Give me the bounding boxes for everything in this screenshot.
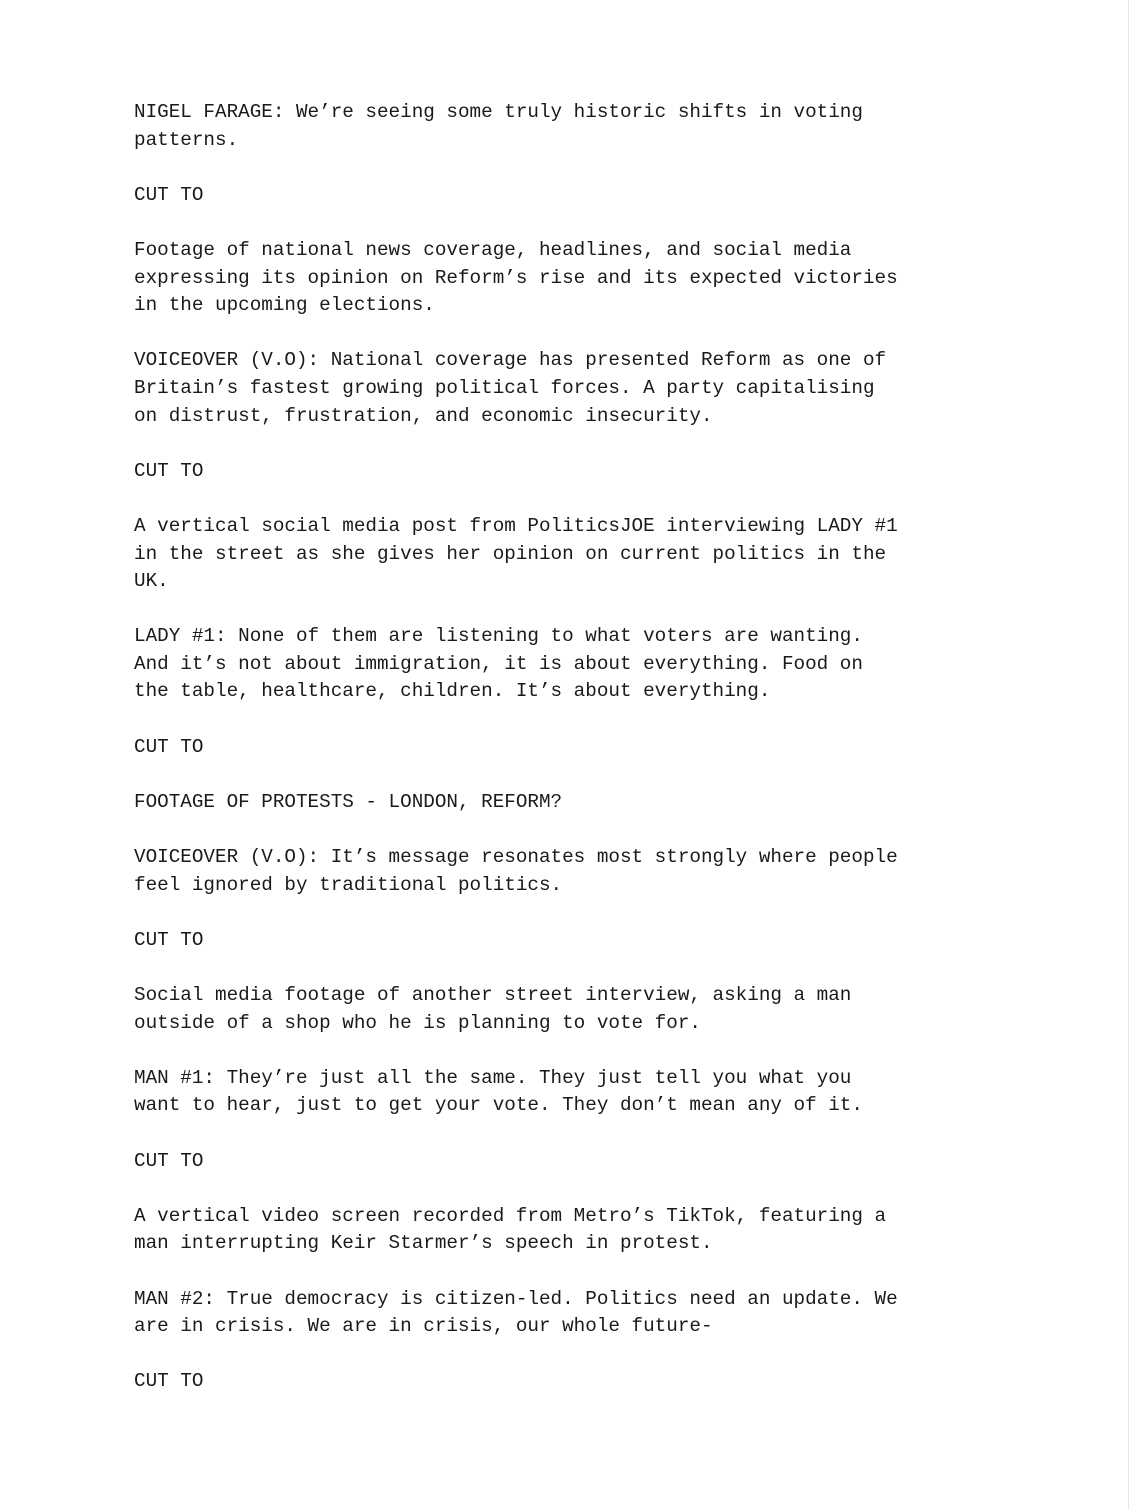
transition-cut-to: CUT TO <box>134 1149 204 1172</box>
transition-cut-to: CUT TO <box>134 459 204 482</box>
scene-description: Social media footage of another street interview, asking a man outside of a shop who he is planning to vote for. <box>134 984 852 1034</box>
scene-description: Footage of national news coverage, headlines, and social media expressing its opinion on Reform’s rise and its expected victories in the upcoming elections. <box>134 238 898 317</box>
dialogue-voiceover: VOICEOVER (V.O): National coverage has presented Reform as one of Britain’s fastest growing political forces. A party capitalising on distrust, frustration, and economic insecurity. <box>134 349 887 427</box>
dialogue-voiceover: VOICEOVER (V.O): It’s message resonates most strongly where people feel ignored by traditional politics. <box>134 846 898 896</box>
dialogue-man-2: MAN #2: True democracy is citizen-led. Politics need an update. We are in crisis. We are in crisis, our whole future- <box>134 1287 898 1338</box>
dialogue-lady-1: LADY #1: None of them are listening to what voters are wanting. And it’s not about immigration, it is about everything. Food on the table, healthcare, children. It’s about everything. <box>134 625 863 703</box>
scene-description: A vertical social media post from PoliticsJOE interviewing LADY #1 in the street as she gives her opinion on current politics in the UK. <box>134 514 898 593</box>
scene-heading: FOOTAGE OF PROTESTS - LONDON, REFORM? <box>134 790 563 813</box>
scene-description: A vertical video screen recorded from Metro’s TikTok, featuring a man interrupting Keir Starmer’s speech in protest. <box>134 1204 887 1255</box>
transition-cut-to: CUT TO <box>134 1370 204 1393</box>
script-body <box>134 99 1014 1424</box>
page-edge <box>1128 0 1144 1510</box>
transition-cut-to: CUT TO <box>134 928 204 951</box>
dialogue-man-1: MAN #1: They’re just all the same. They just tell you what you want to hear, just to get your vote. They don’t mean any of it. <box>134 1066 863 1117</box>
transition-cut-to: CUT TO <box>134 183 204 206</box>
dialogue-nigel-farage: NIGEL FARAGE: We’re seeing some truly historic shifts in voting patterns. <box>134 101 863 151</box>
transition-cut-to: CUT TO <box>134 735 204 758</box>
